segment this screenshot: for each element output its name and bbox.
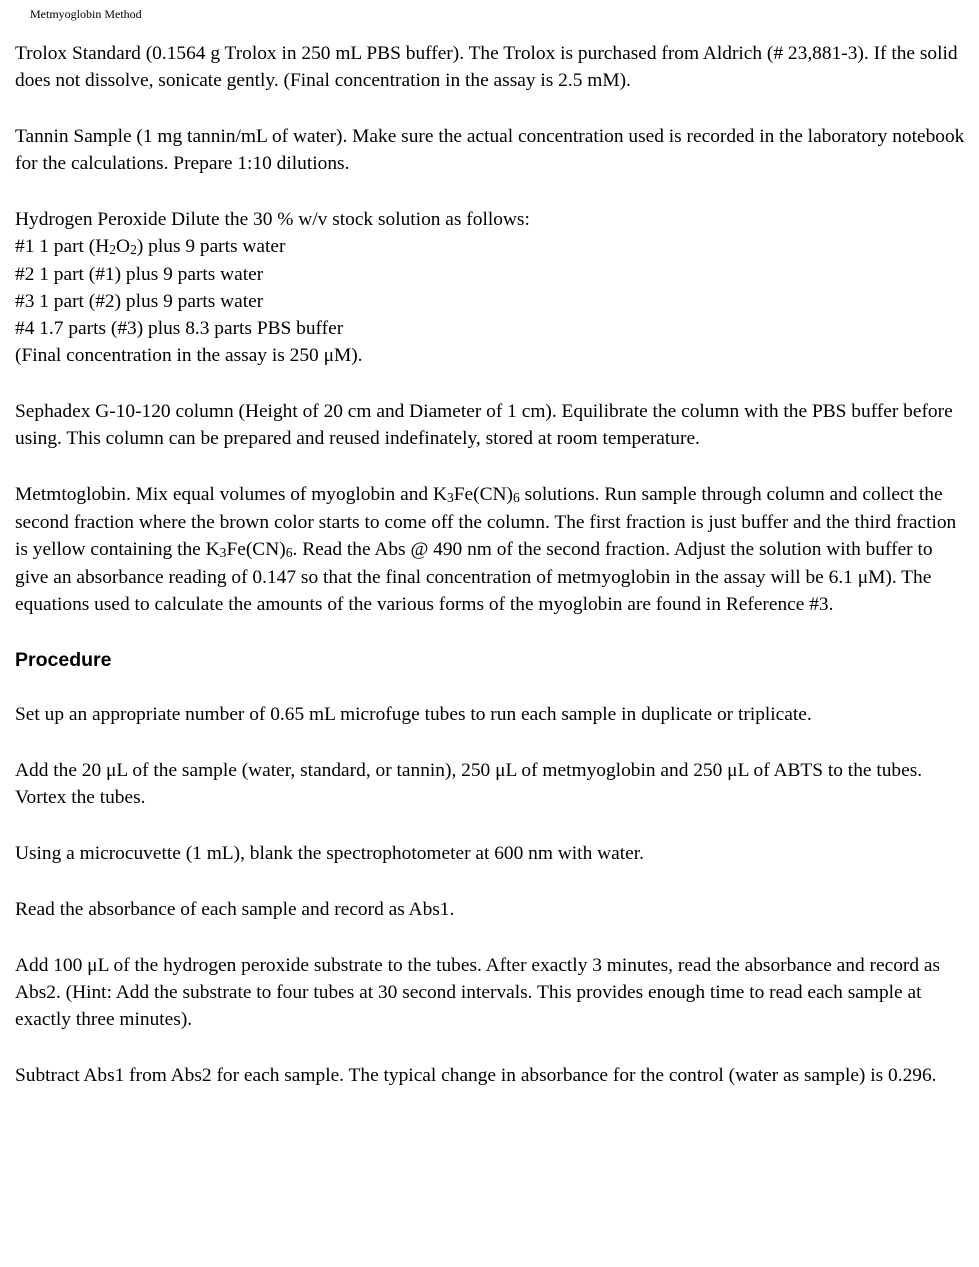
procedure-step: Set up an appropriate number of 0.65 mL microfuge tubes to run each sample in duplicate or triplicate. xyxy=(15,704,812,725)
peroxide-step-3: #3 1 part (#2) plus 9 parts water xyxy=(15,291,264,312)
trolox-paragraph: Trolox Standard (0.1564 g Trolox in 250 mL PBS buffer). The Trolox is purchased from Aldrich (# 23,881-3). If the solid does not dissolve, sonicate gently. (Final concentration in the assay is 2.5 mM). xyxy=(15,43,958,91)
procedure-step: Add 100 μL of the hydrogen peroxide substrate to the tubes. After exactly 3 minutes, read the absorbance and record as Abs2. (Hint: Add the substrate to four tubes at 30 second intervals. This provides enough time to read each sample at exactly three minutes). xyxy=(15,955,941,1030)
procedure-step: Read the absorbance of each sample and record as Abs1. xyxy=(15,899,455,920)
document-body xyxy=(15,40,970,1118)
peroxide-step-2: #2 1 part (#1) plus 9 parts water xyxy=(15,264,264,285)
procedure-heading: Procedure xyxy=(15,649,112,671)
peroxide-step-4: #4 1.7 parts (#3) plus 8.3 parts PBS buffer xyxy=(15,318,344,339)
peroxide-dilution-block xyxy=(15,206,970,369)
sephadex-paragraph: Sephadex G-10-120 column (Height of 20 cm and Diameter of 1 cm). Equilibrate the column with the PBS buffer before using. This column can be prepared and reused indefinately, stored at room temperature. xyxy=(15,401,953,449)
peroxide-intro: Hydrogen Peroxide Dilute the 30 % w/v stock solution as follows: xyxy=(15,209,530,230)
procedure-step: Using a microcuvette (1 mL), blank the spectrophotometer at 600 nm with water. xyxy=(15,843,644,864)
page-header-title: Metmyoglobin Method xyxy=(30,7,142,21)
tannin-paragraph: Tannin Sample (1 mg tannin/mL of water). Make sure the actual concentration used is recorded in the laboratory notebook for the calculations. Prepare 1:10 dilutions. xyxy=(15,126,965,174)
metmyoglobin-paragraph: Metmtoglobin. Mix equal volumes of myoglobin and $K_3Fe(CN)_6$ solutions. Run sample through column and collect the second fraction where the brown color starts to come off the column. The first fraction is just buffer and the third fraction is yellow containing the $K_3Fe(CN)_6$. Read the Abs @ 490 nm of the second fraction. Adjust the solution with buffer to give an absorbance reading of 0.147 so that the final concentration of metmyoglobin in the assay will be 6.1 μM). The equations used to calculate the amounts of the various forms of the myoglobin are found in Reference #3. xyxy=(15,484,957,615)
procedure-step: Add the 20 μL of the sample (water, standard, or tannin), 250 μL of metmyoglobin and 250 μL of ABTS to the tubes. Vortex the tubes. xyxy=(15,760,923,808)
peroxide-final-concentration: (Final concentration in the assay is 250 μM). xyxy=(15,345,363,366)
peroxide-step-1: #1 1 part $(H_2O_2)$ plus 9 parts water xyxy=(15,236,286,258)
procedure-step: Subtract Abs1 from Abs2 for each sample. The typical change in absorbance for the control (water as sample) is 0.296. xyxy=(15,1065,937,1086)
